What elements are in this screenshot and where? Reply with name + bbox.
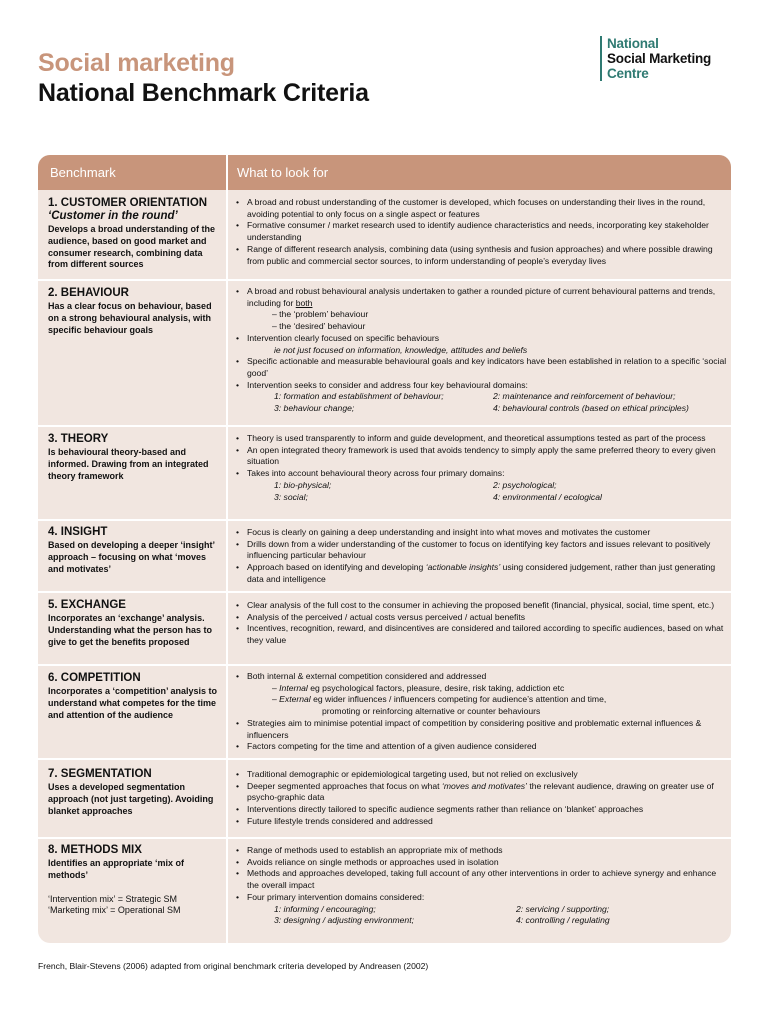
row-divider bbox=[38, 425, 731, 427]
domain-row bbox=[236, 480, 728, 492]
benchmark-title: 5. EXCHANGE bbox=[48, 599, 126, 611]
domain-item: 4: behavioural controls (based on ethical principles) bbox=[493, 403, 689, 414]
benchmark-competition bbox=[48, 672, 220, 721]
criteria-underlined: both bbox=[295, 297, 313, 308]
criteria-item bbox=[236, 286, 728, 309]
criteria-item: • Analysis of the perceived / actual costs versus perceived / actual benefits bbox=[236, 612, 728, 624]
criteria-item bbox=[236, 562, 728, 585]
domain-item: 4: environmental / ecological bbox=[493, 491, 602, 502]
criteria-item: • Both internal & external competition considered and addressed bbox=[236, 671, 728, 683]
benchmark-title: 4. INSIGHT bbox=[48, 526, 108, 538]
spacer bbox=[48, 882, 220, 894]
criteria-behaviour bbox=[236, 286, 728, 415]
domain-item: 1: bio-physical; bbox=[274, 479, 332, 490]
criteria-item: • An open integrated theory framework is used that avoids tendency to simply apply the same preferred theory to every given situation bbox=[236, 445, 728, 468]
benchmark-description: Is behavioural theory-based and informed. Drawing from an integrated theory framework bbox=[48, 447, 209, 481]
criteria-subitem bbox=[236, 694, 728, 706]
benchmark-title: 7. SEGMENTATION bbox=[48, 768, 152, 780]
benchmark-table bbox=[38, 155, 731, 943]
criteria-text: – bbox=[272, 682, 280, 693]
domain-row bbox=[236, 904, 728, 916]
nsmc-logo bbox=[600, 36, 711, 81]
row-divider bbox=[38, 837, 731, 839]
benchmark-subtitle: ‘Customer in the round’ bbox=[48, 210, 178, 222]
criteria-item: • Future lifestyle trends considered and addressed bbox=[236, 816, 728, 828]
benchmark-note: ‘Intervention mix’ = Strategic SM bbox=[48, 893, 177, 904]
row-divider bbox=[38, 519, 731, 521]
criteria-item: • Specific actionable and measurable behavioural goals and key indicators have been established in relation to a specific ‘social good’ bbox=[236, 356, 728, 379]
criteria-emphasis: Internal bbox=[279, 682, 308, 693]
criteria-emphasis: External bbox=[279, 694, 311, 705]
domain-item: 2: maintenance and reinforcement of behaviour; bbox=[493, 391, 676, 402]
criteria-text: Approach based on identifying and developing bbox=[247, 562, 426, 573]
criteria-text: eg wider influences / influencers competing for audience’s attention and time, bbox=[310, 694, 607, 705]
criteria-item bbox=[236, 781, 728, 804]
column-divider bbox=[226, 190, 228, 943]
page-title-line1: Social marketing bbox=[38, 49, 235, 77]
criteria-emphasis: ‘moves and motivates’ bbox=[441, 780, 527, 791]
logo-line1: National bbox=[607, 36, 659, 51]
criteria-item: • Formative consumer / market research used to identify audience characteristics and needs, incorporating key stakeholder understanding bbox=[236, 220, 728, 243]
domain-row bbox=[236, 492, 728, 504]
column-header-benchmark: Benchmark bbox=[50, 165, 116, 180]
table-header bbox=[38, 155, 731, 190]
criteria-item: • Takes into account behavioural theory across four primary domains: bbox=[236, 468, 728, 480]
criteria-item: • Incentives, recognition, reward, and disincentives are considered and tailored according to specific audiences, based on what they value bbox=[236, 623, 728, 646]
criteria-text: the relevant audience, drawing on greater use of psycho-graphic data bbox=[247, 780, 714, 803]
domain-item: 1: informing / encouraging; bbox=[274, 903, 376, 914]
criteria-item: • Theory is used transparently to inform and guide development, and theoretical assumptions tested as part of the process bbox=[236, 433, 728, 445]
criteria-subitem: – the ‘desired’ behaviour bbox=[272, 321, 366, 332]
criteria-insight bbox=[236, 527, 728, 586]
logo-line2: Social Marketing bbox=[607, 51, 712, 66]
benchmark-title: 3. THEORY bbox=[48, 433, 109, 445]
criteria-item: • A broad and robust understanding of the customer is developed, which focuses on understanding their lives in the round, avoiding potential to only focus on a single aspect or features bbox=[236, 197, 728, 220]
benchmark-description: Has a clear focus on behaviour, based on a strong behavioural analysis, with specific behaviour goals bbox=[48, 301, 212, 335]
criteria-competition bbox=[236, 671, 728, 753]
row-divider bbox=[38, 758, 731, 760]
benchmark-description: Identifies an appropriate ‘mix of methods’ bbox=[48, 858, 185, 880]
criteria-subitem: promoting or reinforcing alternative or counter behaviours bbox=[322, 706, 541, 717]
benchmark-insight bbox=[48, 526, 220, 575]
column-header-what-to-look-for: What to look for bbox=[237, 165, 329, 180]
criteria-text: A broad and robust behavioural analysis undertaken to gather a rounded picture of current behavioural patterns and trends, including for bbox=[247, 286, 716, 308]
criteria-item: • Range of methods used to establish an appropriate mix of methods bbox=[236, 845, 728, 857]
citation-footer: French, Blair-Stevens (2006) adapted from original benchmark criteria developed by Andreasen (2002) bbox=[38, 961, 429, 971]
criteria-subitem: ie not just focused on information, knowledge, attitudes and beliefs bbox=[274, 344, 528, 355]
criteria-item: • Factors competing for the time and attention of a given audience considered bbox=[236, 741, 728, 753]
logo-line3: Centre bbox=[607, 66, 649, 81]
domain-item: 4: controlling / regulating bbox=[516, 915, 610, 926]
domain-item: 2: servicing / supporting; bbox=[516, 903, 610, 914]
benchmark-description: Uses a developed segmentation approach (not just targeting). Avoiding blanket approaches bbox=[48, 782, 214, 816]
domain-item: 3: designing / adjusting environment; bbox=[274, 915, 414, 926]
benchmark-title: 8. METHODS MIX bbox=[48, 844, 142, 856]
criteria-customer-orientation bbox=[236, 197, 728, 267]
benchmark-note: ‘Marketing mix’ = Operational SM bbox=[48, 905, 181, 916]
criteria-subitem bbox=[236, 683, 728, 695]
domain-row bbox=[236, 915, 728, 927]
benchmark-description: Incorporates an ‘exchange’ analysis. Understanding what the person has to give to get the benefits proposed bbox=[48, 613, 213, 647]
benchmark-title: 2. BEHAVIOUR bbox=[48, 287, 129, 299]
criteria-segmentation bbox=[236, 769, 728, 828]
criteria-item: • Strategies aim to minimise potential impact of competition by considering positive and problematic external influences & influencers bbox=[236, 718, 728, 741]
benchmark-title: 1. CUSTOMER ORIENTATION bbox=[48, 197, 208, 209]
domain-item: 1: formation and establishment of behaviour; bbox=[274, 391, 444, 402]
criteria-item: • Focus is clearly on gaining a deep understanding and insight into what moves and motivates the customer bbox=[236, 527, 728, 539]
benchmark-segmentation bbox=[48, 768, 220, 817]
criteria-theory bbox=[236, 433, 728, 503]
criteria-item: • Four primary intervention domains considered: bbox=[236, 892, 728, 904]
benchmark-title: 6. COMPETITION bbox=[48, 672, 141, 684]
page-title-line2: National Benchmark Criteria bbox=[38, 79, 369, 107]
criteria-methods-mix bbox=[236, 845, 728, 927]
criteria-text: Deeper segmented approaches that focus on what bbox=[247, 780, 442, 791]
criteria-item: • Intervention clearly focused on specific behaviours bbox=[236, 333, 728, 345]
criteria-item: • Methods and approaches developed, taking full account of any other interventions in order to achieve synergy and enhance the overall impact bbox=[236, 868, 728, 891]
criteria-emphasis: ‘actionable insights’ bbox=[425, 562, 501, 573]
benchmark-description: Based on developing a deeper ‘insight’ approach – focusing on what ‘moves and motivates’ bbox=[48, 540, 215, 574]
criteria-item: • Drills down from a wider understanding of the customer to focus on identifying key factors and issues relevant to positively influencing particular behaviour bbox=[236, 539, 728, 562]
row-divider bbox=[38, 664, 731, 666]
benchmark-description: Incorporates a ‘competition’ analysis to understand what competes for the time and attention of the audience bbox=[48, 686, 218, 720]
domain-row bbox=[236, 391, 728, 403]
benchmark-description: Develops a broad understanding of the audience, based on good market and consumer research, combining data from different sources bbox=[48, 224, 216, 270]
benchmark-customer-orientation bbox=[48, 197, 220, 271]
criteria-exchange bbox=[236, 600, 728, 647]
row-divider bbox=[38, 279, 731, 281]
benchmark-behaviour bbox=[48, 287, 220, 336]
criteria-subitem: – the ‘problem’ behaviour bbox=[272, 309, 369, 320]
domain-row bbox=[236, 403, 728, 415]
row-divider bbox=[38, 591, 731, 593]
benchmark-exchange bbox=[48, 599, 220, 648]
benchmark-methods-mix bbox=[48, 844, 220, 917]
criteria-item: • Clear analysis of the full cost to the consumer in achieving the proposed benefit (financial, physical, social, time spent, etc.) bbox=[236, 600, 728, 612]
benchmark-theory bbox=[48, 433, 220, 482]
domain-item: 2: psychological; bbox=[493, 479, 557, 490]
criteria-text: – bbox=[272, 694, 280, 705]
criteria-item: • Range of different research analysis, combining data (using synthesis and fusion approaches) and where possible drawing from public and commercial sector sources, to inform understanding of people’s everyday lives bbox=[236, 244, 728, 267]
header-divider bbox=[226, 155, 228, 190]
criteria-item: • Interventions directly tailored to specific audience segments rather than reliance on ‘blanket’ approaches bbox=[236, 804, 728, 816]
criteria-text: eg psychological factors, pleasure, desire, risk taking, addiction etc bbox=[307, 682, 565, 693]
criteria-text: using considered judgement, rather than just generating data and intelligence bbox=[247, 562, 716, 584]
criteria-item: • Avoids reliance on single methods or approaches used in isolation bbox=[236, 857, 728, 869]
criteria-item: • Traditional demographic or epidemiological targeting used, but not relied on exclusively bbox=[236, 769, 728, 781]
domain-item: 3: social; bbox=[274, 491, 308, 502]
domain-item: 3: behaviour change; bbox=[274, 403, 355, 414]
page-header bbox=[38, 48, 369, 108]
criteria-item: • Intervention seeks to consider and address four key behavioural domains: bbox=[236, 380, 728, 392]
